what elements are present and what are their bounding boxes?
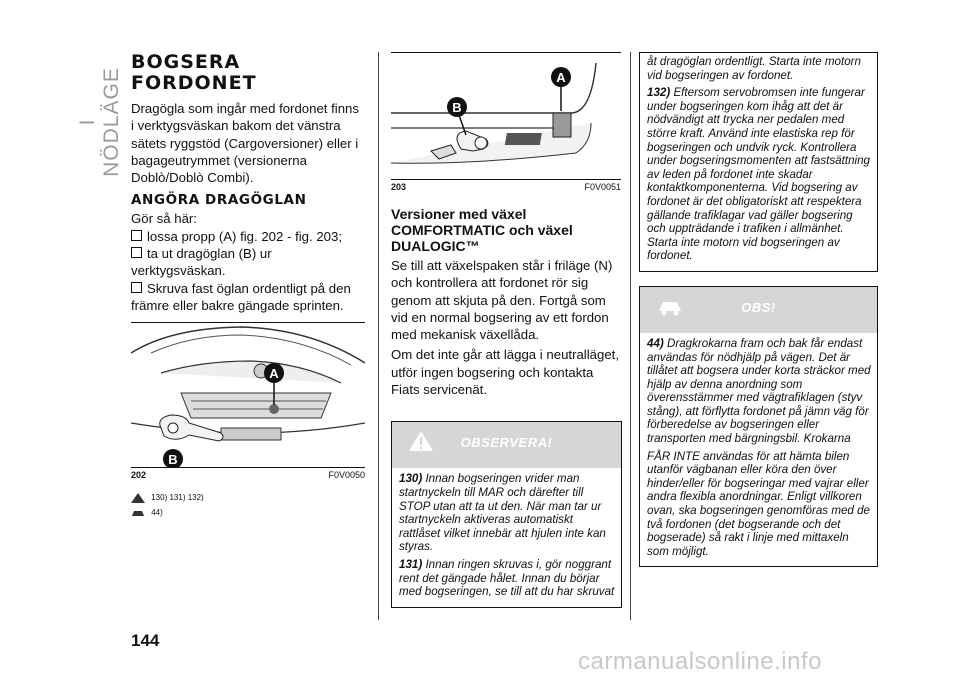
instruction-lead: Gör så här: — [131, 211, 197, 227]
step-item — [131, 280, 365, 315]
figure-number: 203 — [391, 182, 407, 192]
note-paragraph: FÅR INTE användas för att hämta bilen utanför vägbanan eller köra den över hinder/eller för bogseringar med vajrar eller andra flexibla anordningar. Enligt villkoren ovan, ska bogseringen genomföras med de två fordonen (det bogserande och det bogserade) så rakt i linje med mittaxeln som möjligt. — [647, 449, 870, 558]
subsection-heading: Versioner med växel COMFORTMATIC och växel DUALOGIC™ — [391, 206, 573, 254]
page-number: 144 — [131, 631, 160, 650]
figure-caption — [391, 182, 621, 192]
warning-box-continued — [639, 52, 878, 272]
chapter-side-tab — [76, 56, 123, 177]
figure-number: 202 — [131, 470, 147, 481]
warning-item — [647, 86, 872, 263]
heading-line-2: FORDONET — [131, 72, 257, 94]
column-divider — [630, 52, 631, 620]
warning-box — [391, 421, 622, 607]
page-heading — [131, 52, 365, 94]
checkbox-icon — [131, 282, 142, 293]
callout-a: A — [556, 70, 566, 85]
item-number: 130) — [399, 472, 423, 486]
warning-box-title: OBSERVERA! — [460, 435, 553, 451]
warning-icon — [131, 493, 145, 503]
warning-box-header — [392, 422, 621, 468]
item-text: Eftersom servobromsen inte fungerar under bogseringen kom ihåg att det är nödvändigt att trycka ner pedalen med större kraft. Använd inte elastiska rep för bogseringen och undvik ryck. Kontrollera under bogseringsmomenten att fastsättning av leden på fordonet inte skadar kontaktkomponenterna. Vid bogsering av fordonet är det obligatoriskt att respektera gällande trafiklagar vad gäller bogsering och uppträdande i trafiken i allmänhet. Starta inte motorn vid bogseringen av fordonet. — [647, 86, 870, 263]
figure-code: F0V0051 — [584, 182, 621, 192]
item-number: 44) — [647, 336, 664, 350]
column-1 — [131, 52, 365, 520]
watermark: carmanualsonline.info — [578, 648, 822, 675]
figure-202 — [131, 322, 365, 468]
intro-paragraph: Dragögla som ingår med fordonet finns i verktygsväskan bakom det vänstra sätets ryggstöd (Cargoversioner) eller i bagageutrymmet (versionerna Doblò/Doblò Combi). — [131, 101, 359, 186]
warning-box-body — [640, 53, 877, 271]
item-text: Innan ringen skruvas i, gör noggrant rent det gängade hålet. Innan du börjar med bogseringen, se till att du har skruvat — [399, 557, 615, 599]
note-box-title: OBS! — [741, 299, 776, 315]
figure-code: F0V0050 — [328, 470, 365, 481]
note-item — [647, 337, 872, 446]
figure-caption — [131, 470, 365, 480]
car-note-icon — [131, 508, 145, 518]
column-2 — [391, 52, 621, 608]
figure-203 — [391, 52, 621, 180]
body-paragraph: Om det inte går att lägga i neutralläget, utför ingen bogsering och kontakta Fiats servicenät. — [391, 347, 619, 398]
note-ref-list: 44) — [151, 508, 163, 518]
warning-item — [399, 558, 616, 599]
callout-b: B — [452, 100, 462, 115]
callout-b: B — [168, 452, 178, 468]
warning-refs — [131, 490, 365, 505]
step-item — [131, 228, 365, 245]
column-3 — [639, 52, 877, 567]
callout-a: A — [269, 366, 279, 382]
cross-references — [131, 490, 365, 520]
checkbox-icon — [131, 230, 142, 241]
item-number: 131) — [399, 557, 423, 571]
column-divider — [378, 52, 379, 620]
warning-box-body — [392, 468, 621, 606]
step-item — [131, 245, 365, 280]
step-text: ta ut dragöglan (B) ur verktygsväskan. — [131, 246, 272, 279]
warning-ref-list: 130) 131) 132) — [151, 493, 204, 503]
step-text: lossa propp (A) fig. 202 - fig. 203; — [147, 228, 342, 244]
section-heading: ANGÖRA DRAGÖGLAN — [131, 192, 307, 209]
note-refs — [131, 505, 365, 520]
car-front-illustration — [131, 323, 365, 467]
item-text: Dragkrokarna fram och bak får endast användas för nödhjälp på vägen. Det är tillåtet att bogsera under korta sträckor med hjälp av denna anordning som överensstämmer med vägtrafiklagen (styv stång), att förflytta fordonet på jämn väg för förberedelse av bogseringen eller transporten med bärgningsbil. Krokarna — [647, 336, 871, 446]
continued-text: åt dragöglan ordentligt. Starta inte motorn vid bogseringen av fordonet. — [647, 55, 861, 82]
heading-line-1: BOGSERA — [131, 51, 241, 73]
body-paragraph: Se till att växelspaken står i friläge (N) och kontrollera att fordonet rör sig genom att skjuta på den. Fortgå som vid en normal bogsering av ett fordon med mekanisk växellåda. — [391, 258, 613, 343]
item-text: Innan bogseringen vrider man startnyckeln till MAR och därefter till STOP utan att ta ut den. När man tar ur startnyckeln aktiveras automatiskt rattlåset vilket innebär att hjulen inte kan styras. — [399, 472, 606, 554]
note-box-body — [640, 333, 877, 567]
car-rear-illustration — [391, 53, 621, 179]
note-box-header — [640, 287, 877, 333]
note-box — [639, 286, 878, 568]
item-number: 132) — [647, 86, 671, 100]
chapter-title: I NÖDLÄGE — [76, 67, 123, 177]
step-text: Skruva fast öglan ordentligt på den främre eller bakre gängade sprinten. — [131, 280, 351, 313]
warning-item — [399, 472, 616, 554]
checkbox-icon — [131, 247, 142, 258]
